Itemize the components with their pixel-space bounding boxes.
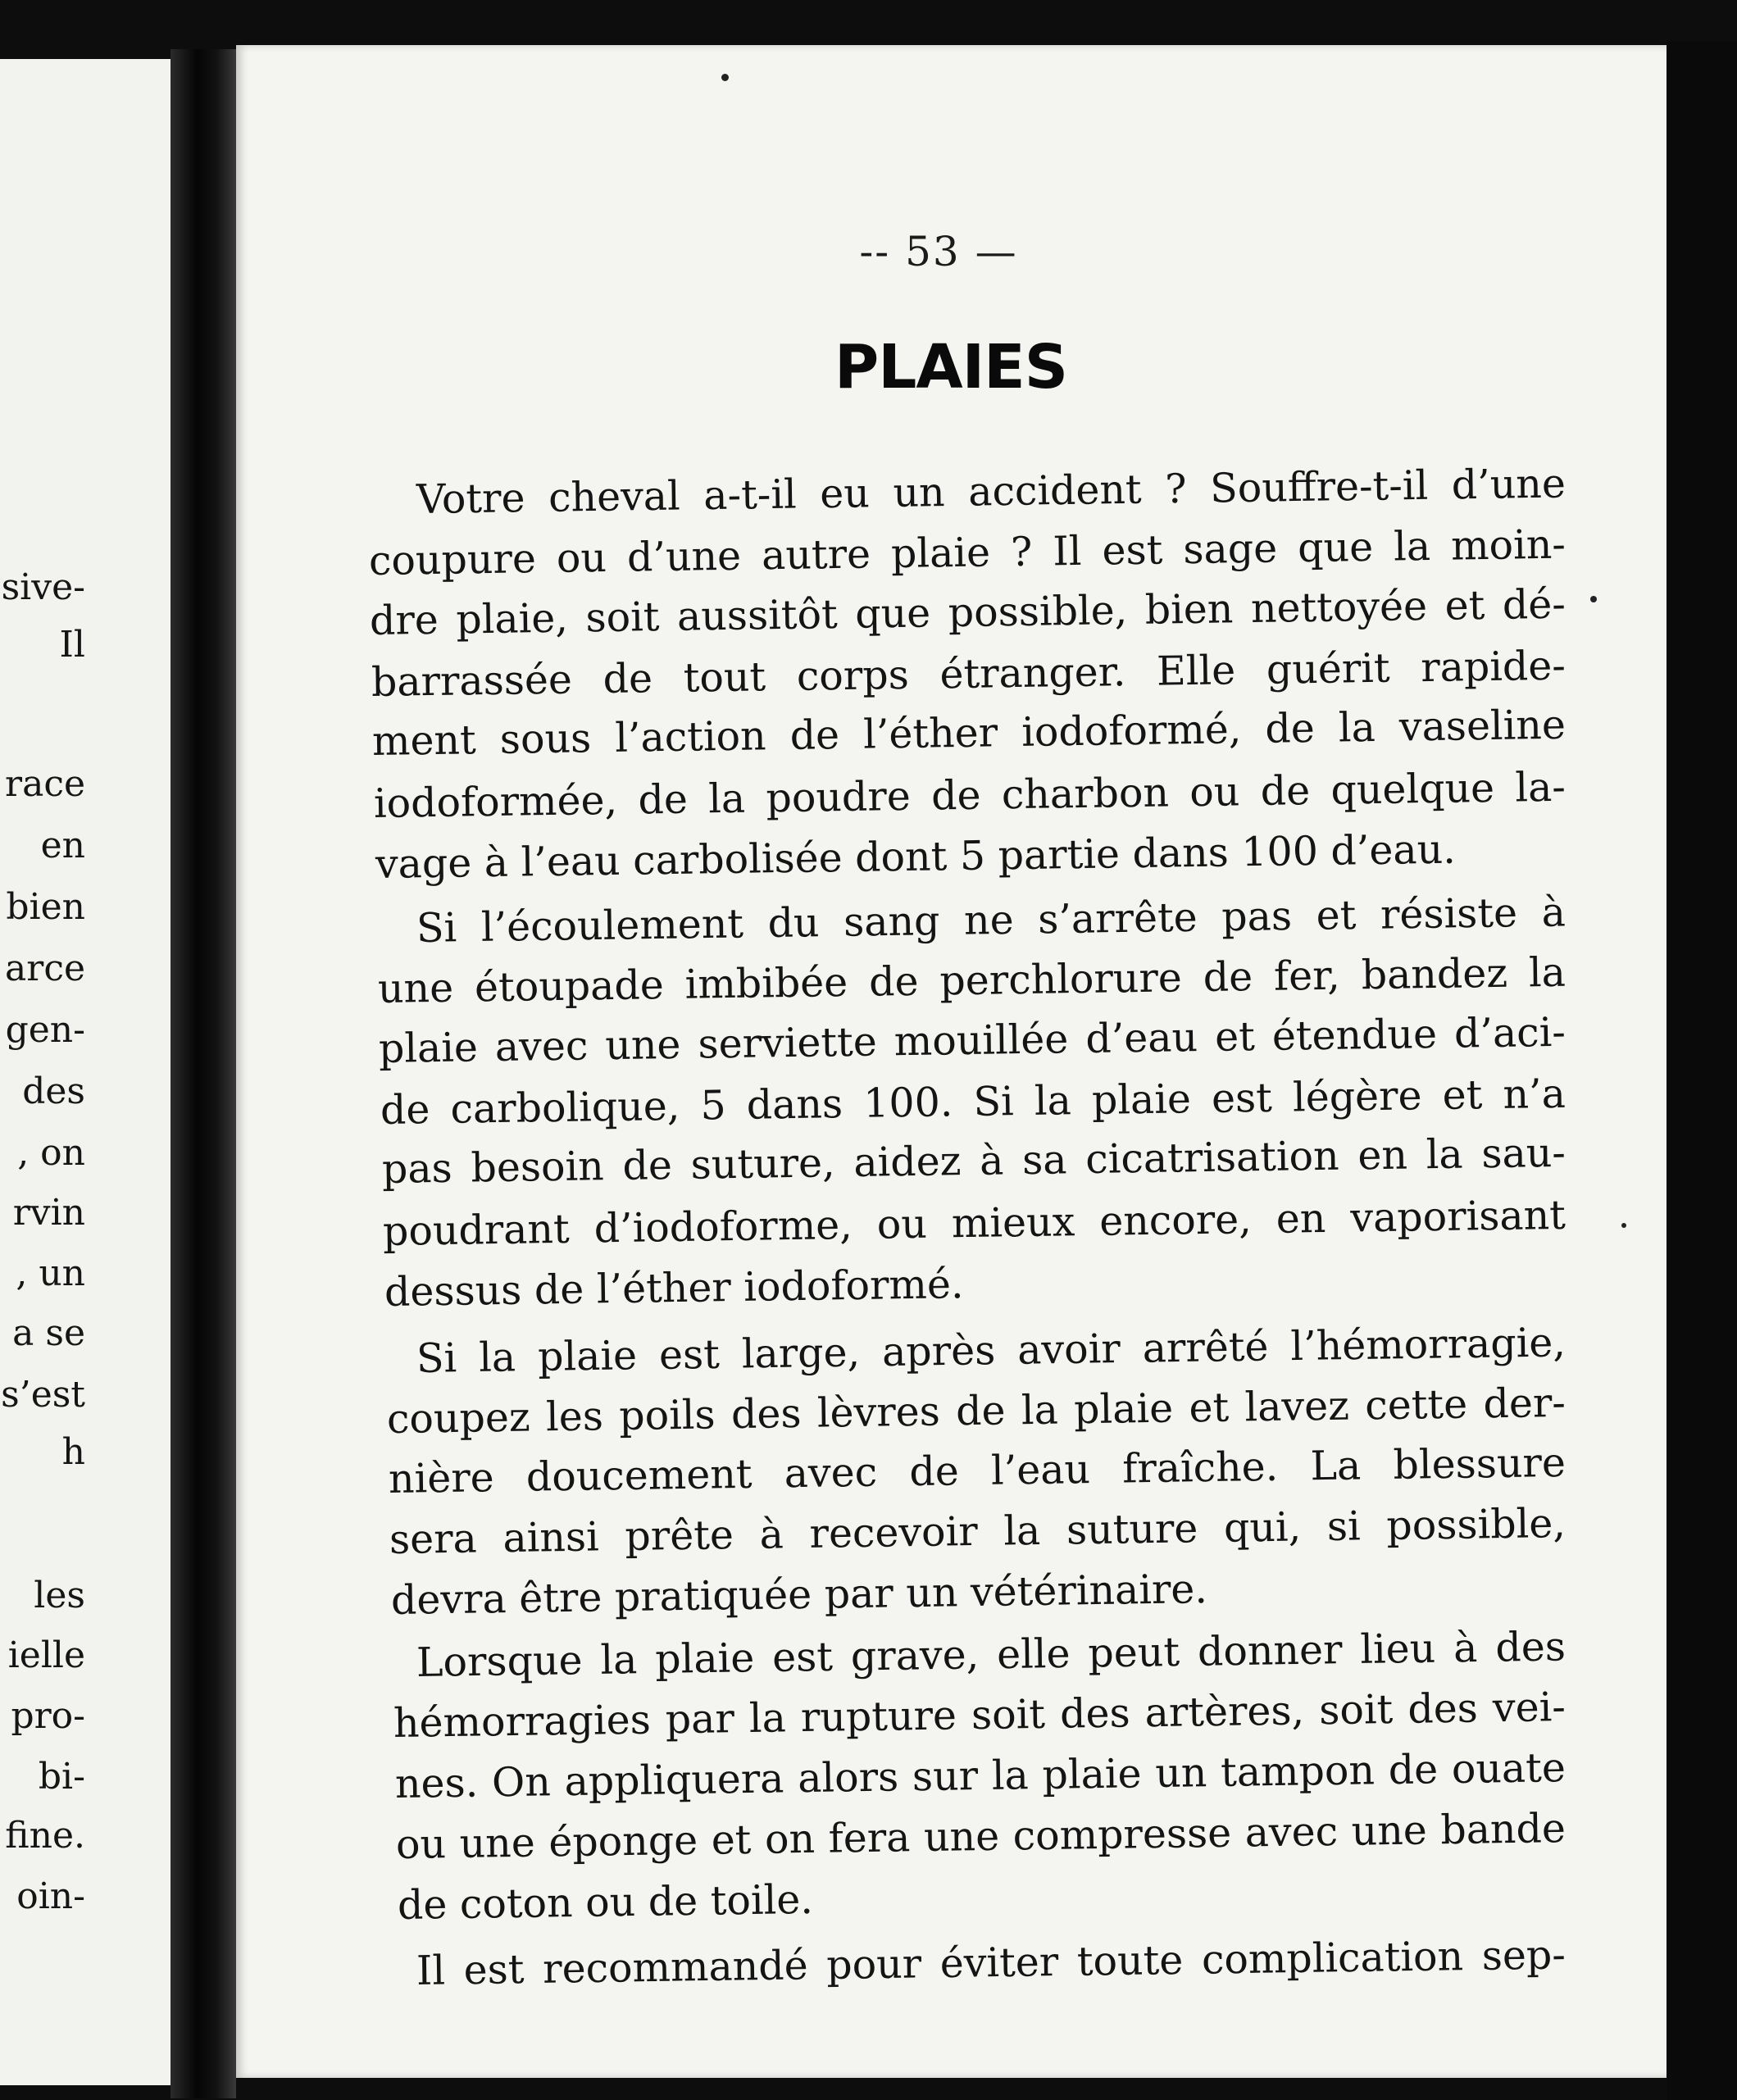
book-gutter [171,49,236,2098]
left-page-text-fragment: race [5,763,85,805]
text-line: Si l’écoulement du sang ne s’arrête pas et résiste à [416,889,1566,952]
left-page-fragment [0,59,171,2085]
speck [721,74,729,81]
left-page-text-fragment: des [22,1070,85,1112]
speck [1590,596,1597,602]
text-line: de carbolique, 5 dans 100. Si la plaie est légère et n’a [380,1070,1566,1134]
text-line: barrassée de tout corps étranger. Elle guérit rapide- [371,642,1566,706]
page-edge-shadow [1667,41,1737,2100]
left-page-text-fragment: sive- [1,566,85,608]
speck [1621,1223,1626,1228]
text-line: plaie avec une serviette mouillée d’eau et étendue d’aci- [378,1008,1566,1072]
text-line: nière doucement avec de l’eau fraîche. La blessure [388,1439,1566,1502]
text-line: coupez les poils des lèvres de la plaie et lavez cette der- [386,1379,1566,1443]
left-page-text-fragment: arce [5,948,85,989]
left-page-text-fragment: , un [16,1252,85,1294]
text-line: nes. On appliquera alors sur la plaie un tampon de ouate [394,1744,1566,1807]
page-number: -- 53 — [859,228,1018,275]
left-page-text-fragment: fine. [5,1815,85,1857]
text-line: Votre cheval a-t-il eu un accident ? Souffre-t-il d’une [416,460,1566,523]
left-page-text-fragment: Il [59,624,85,666]
left-page-text-fragment: oin- [16,1875,85,1917]
left-page-text-fragment: en [40,825,85,866]
left-page-text-fragment: bien [6,886,85,928]
text-line: iodoformée, de la poudre de charbon ou de quelque la- [373,763,1566,827]
text-line: ment sous l’action de l’éther iodoformé, de la vaseline [371,701,1566,765]
text-line: Si la plaie est large, après avoir arrêté l’hémorragie, [416,1319,1566,1382]
left-page-text-fragment: s’est [1,1374,85,1416]
text-line: sera ainsi prête à recevoir la suture qui, si possible, [389,1499,1566,1563]
page-title: PLAIES [834,332,1068,402]
left-page-text-fragment: bi- [38,1756,85,1798]
text-line: vage à l’eau carbolisée dont 5 partie dans 100 d’eau. [375,825,1457,888]
left-page-text-fragment: gen- [5,1009,85,1051]
left-page-text-fragment: a se [12,1312,85,1354]
text-line: dessus de l’éther iodoformé. [384,1261,964,1316]
left-page-text-fragment: , on [17,1132,85,1174]
left-page-text-fragment: rvin [12,1192,85,1234]
left-page-text-fragment: pro- [11,1695,85,1737]
text-line: hémorragies par la rupture soit des artères, soit des vei- [393,1684,1566,1747]
text-line: ou une éponge et on fera une compresse avec une bande [395,1805,1566,1868]
left-page-text-fragment: ielle [7,1634,85,1676]
text-line: poudrant d’iodoforme, ou mieux encore, en vaporisant [382,1191,1566,1255]
text-line: dre plaie, soit aussitôt que possible, bien nettoyée et dé- [369,580,1566,644]
text-line: une étoupade imbibée de perchlorure de fer, bandez la [377,948,1566,1012]
text-line: pas besoin de suture, aidez à sa cicatrisation en la sau- [381,1129,1566,1193]
text-line: Il est recommandé pour éviter toute complication sep- [416,1931,1566,1994]
text-line: Lorsque la plaie est grave, elle peut donner lieu à des [416,1623,1566,1686]
left-page-text-fragment: h [61,1431,85,1473]
text-line: coupure ou d’une autre plaie ? Il est sage que la moin- [368,520,1566,584]
left-page-text-fragment: les [34,1575,85,1616]
text-line: devra être pratiquée par un vétérinaire. [390,1566,1208,1624]
text-line: de coton ou de toile. [397,1875,814,1929]
